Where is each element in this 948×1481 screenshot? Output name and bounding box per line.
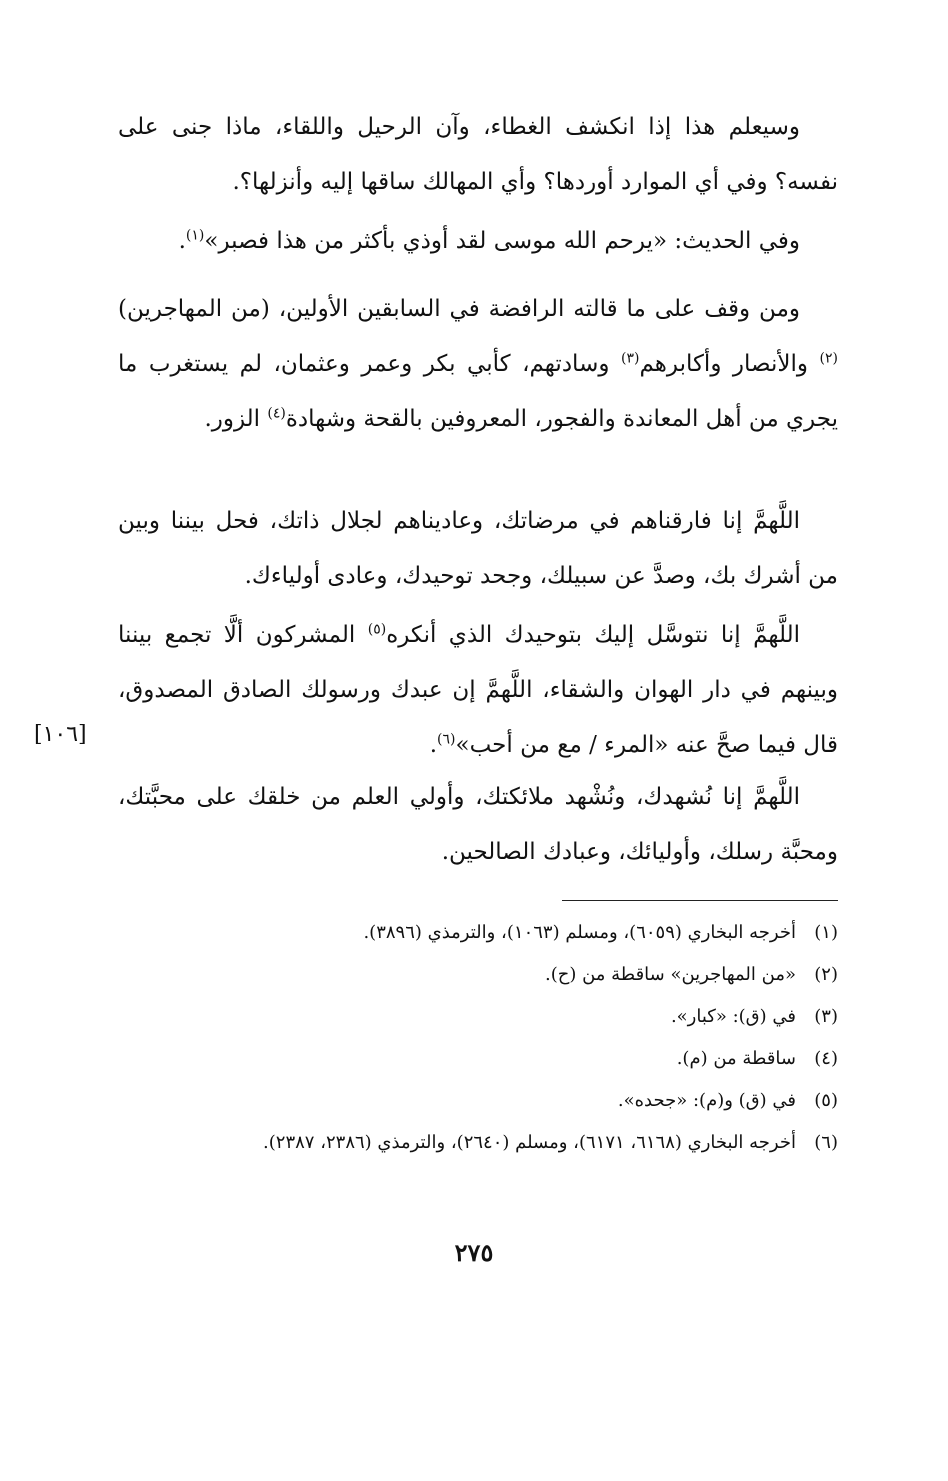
footnote-marker: (٣) [620,350,640,367]
footnote-marker: (٦) [437,731,456,748]
page-number: ٢٧٥ [454,1238,494,1267]
manuscript-page-ref: [١٠٦] [34,722,87,747]
footnote-marker: (٤) [267,405,286,422]
footnote-text: في (ق): «كبار». [670,1006,796,1027]
paragraph-text-end: الزور. [204,406,268,432]
footnote-number: (١) [814,922,838,943]
footnote-text: أخرجه البخاري (٦٠٥٩)، ومسلم (١٠٦٣)، والترمذي (٣٨٩٦). [363,922,796,943]
footnote-number: (٦) [814,1132,838,1153]
paragraph-5 [118,608,838,773]
footnote-number: (٢) [814,964,838,985]
footnote-item [118,1038,838,1080]
footnote-item [118,996,838,1038]
paragraph-text-cont: والأنصار وأكابرهم [639,351,820,377]
paragraph-text-end: . [429,732,438,758]
footnote-item [118,912,838,954]
paragraph-3 [118,282,838,447]
footnote-item [118,1122,838,1164]
paragraph-text-cont: المشركون ألَّا تجمع بيننا وبينهم في دار الهوان والشقاء، اللَّهمَّ إن عبدك ورسولك الصادق المصدوق، قال فيما صحَّ عنه «المرء / مع من أحب» [118,622,838,758]
footnote-text: ساقطة من (م). [676,1048,796,1069]
paragraph-text: وسيعلم هذا إذا انكشف الغطاء، وآن الرحيل واللقاء، ماذا جنى على نفسه؟ وفي أي الموارد أوردها؟ وأي المهالك ساقها إليه وأنزلها؟. [118,114,838,195]
paragraph-text: ومن وقف على ما قالته الرافضة في السابقين الأولين، (من المهاجرين) [118,296,800,322]
paragraph-text: اللَّهمَّ إنا نُشهدك، ونُشْهد ملائكتك، وأولي العلم من خلقك على محبَّتك، ومحبَّة رسلك، وأوليائك، وعبادك الصالحين. [118,784,838,865]
footnote-text: في (ق) و(م): «جحده». [617,1090,796,1111]
footnotes [118,912,838,1164]
footnote-marker: (٢) [819,350,838,367]
footnote-item [118,954,838,996]
paragraph-4 [118,494,838,604]
paragraph-text: اللَّهمَّ إنا نتوسَّل إليك بتوحيدك الذي أنكره [386,622,800,648]
paragraph-6 [118,770,838,880]
footnote-marker: (١) [185,227,205,244]
footnote-marker: (٥) [367,621,387,638]
footnote-item [118,1080,838,1122]
footnote-divider [562,900,838,901]
footnote-number: (٥) [814,1090,838,1111]
paragraph-2 [118,214,838,269]
paragraph-text: اللَّهمَّ إنا فارقناهم في مرضاتك، وعاديناهم لجلال ذاتك، فحل بيننا وبين من أشرك بك، وصدَّ عن سبيلك، وجحد توحيدك، وعادى أولياءك. [118,508,838,589]
paragraph-text-cont: وسادتهم، كأبي بكر وعمر وعثمان، لم يستغرب ما يجري من أهل المعاندة والفجور، المعروفين بالقحة وشهادة [118,351,838,432]
paragraph-1 [118,100,838,210]
footnote-text: أخرجه البخاري (٦١٦٨، ٦١٧١)، ومسلم (٢٦٤٠)، والترمذي (٢٣٨٦، ٢٣٨٧). [263,1132,796,1153]
footnote-number: (٤) [814,1048,838,1069]
paragraph-text-end: . [178,228,186,254]
footnote-number: (٣) [814,1006,838,1027]
footnote-text: «من المهاجرين» ساقطة من (ح). [544,964,796,985]
paragraph-text: وفي الحديث: «يرحم الله موسى لقد أوذي بأكثر من هذا فصبر» [204,228,800,254]
